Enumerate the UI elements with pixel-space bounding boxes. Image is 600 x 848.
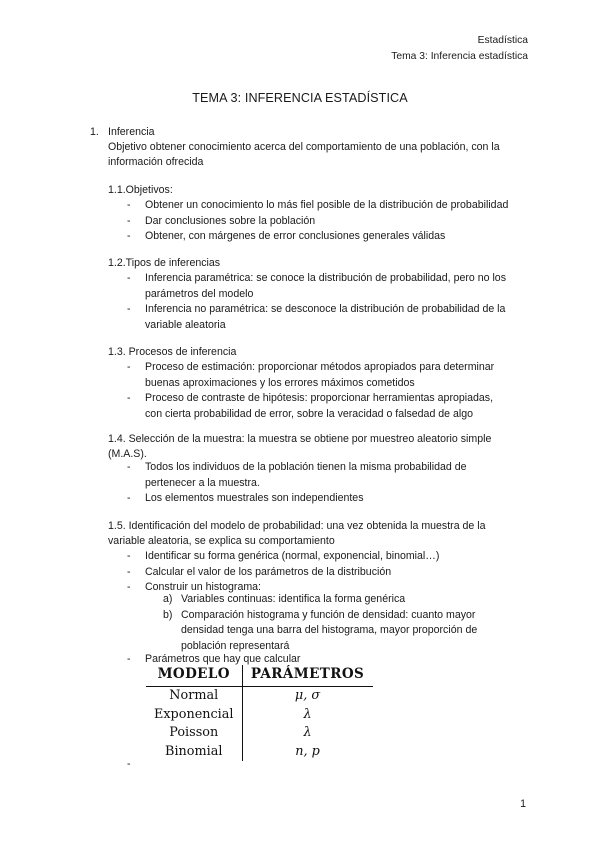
- list-item: [127, 271, 506, 302]
- sublist-item-line: Variables continuas: identifica la forma genérica: [181, 593, 406, 605]
- list-item-line: - Inferencia no paramétrica: se desconoce la distribución de probabilidad de la: [145, 303, 506, 316]
- table-cell-model: Exponencial: [146, 705, 242, 724]
- sample-selection-list: [127, 460, 467, 507]
- parameters-table-wrap: [146, 665, 373, 761]
- subsection-1-4-heading-line1: 1.4. Selección de la muestra: la muestra se obtiene por muestreo aleatorio simple: [108, 433, 492, 445]
- subsection-1-2-heading: 1.2.Tipos de inferencias: [108, 257, 221, 269]
- table-row: [146, 724, 373, 743]
- inference-types-list: [127, 271, 506, 334]
- sublist-item-line: Comparación histograma y función de densidad: cuanto mayor: [181, 608, 476, 621]
- inference-processes-list: [127, 360, 494, 423]
- model-identification-list: [127, 549, 439, 596]
- table-header-model: MODELO: [146, 665, 242, 686]
- sublist-item-line: densidad tenga una barra del histograma, mayor proporción de: [181, 624, 478, 637]
- table-cell-parameters: n, p: [295, 743, 320, 759]
- table-row: [146, 686, 373, 705]
- list-item: [127, 460, 467, 491]
- table-row: [146, 742, 373, 761]
- list-item-line: parámetros del modelo: [145, 287, 254, 300]
- objectives-list: [127, 198, 508, 245]
- section-1-objective-line2: información ofrecida: [108, 156, 204, 168]
- list-item-line: - Todos los individuos de la población tienen la misma probabilidad de: [145, 461, 467, 473]
- list-item: - Dar conclusiones sobre la población: [127, 214, 508, 230]
- section-1-objective-line1: Objetivo obtener conocimiento acerca del comportamiento de una población, con la: [108, 141, 500, 153]
- table-header-parameters: PARÁMETROS: [242, 665, 373, 686]
- table-row: [146, 705, 373, 724]
- header-topic: Tema 3: Inferencia estadística: [391, 50, 528, 62]
- sublist-marker: a): [163, 593, 173, 605]
- list-item-line: pertenecer a la muestra.: [145, 476, 260, 489]
- list-item-line: buenas aproximaciones y los errores máximos cometidos: [145, 376, 415, 389]
- list-item: - Identificar su forma genérica (normal, exponencial, binomial…): [127, 549, 439, 565]
- sublist-item: [163, 592, 477, 608]
- sublist-item-line: población representará: [181, 640, 290, 653]
- subsection-1-4-heading-line2: (M.A.S).: [108, 448, 147, 460]
- sublist-marker: b): [163, 608, 173, 621]
- list-item: - Calcular el valor de los parámetros de la distribución: [127, 565, 439, 581]
- page-number: 1: [520, 798, 526, 810]
- subsection-1-5-heading-line2: variable aleatoria, se explica su comportamiento: [108, 535, 335, 547]
- list-item: - Parámetros que hay que calcular: [127, 652, 300, 668]
- list-item: [127, 491, 467, 507]
- table-cell-model: Normal: [146, 686, 242, 705]
- table-cell-parameters: λ: [303, 725, 312, 741]
- page-header: [391, 33, 528, 64]
- list-item: [127, 391, 494, 422]
- section-1-number: 1.: [90, 126, 99, 138]
- subsection-1-5-heading-line1: 1.5. Identificación del modelo de probabilidad: una vez obtenida la muestra de la: [108, 520, 486, 532]
- sublist-item: [163, 608, 477, 655]
- list-item: [127, 302, 506, 333]
- list-item: - Obtener, con márgenes de error conclusiones generales válidas: [127, 229, 508, 245]
- list-item-line: variable aleatoria: [145, 319, 226, 332]
- table-cell-parameters: λ: [303, 706, 312, 722]
- histogram-sublist: [163, 592, 477, 655]
- list-item: [127, 360, 494, 391]
- list-item: - Construir un histograma:: [127, 580, 439, 596]
- list-item-line: - Los elementos muestrales son independientes: [145, 492, 364, 505]
- table-cell-model: Poisson: [146, 724, 242, 743]
- table-header-row: [146, 665, 373, 686]
- subsection-1-3-heading: 1.3. Procesos de inferencia: [108, 346, 237, 358]
- list-item-line: - Proceso de estimación: proporcionar métodos apropiados para determinar: [145, 361, 495, 373]
- parameters-table: [146, 665, 373, 761]
- header-subject: Estadística: [477, 35, 528, 46]
- list-item-line: - Proceso de contraste de hipótesis: proporcionar herramientas apropiadas,: [145, 392, 494, 405]
- subsection-1-1-heading: 1.1.Objetivos:: [108, 184, 173, 196]
- table-cell-parameters: μ, σ: [294, 688, 321, 704]
- section-1-heading: Inferencia: [108, 126, 155, 138]
- table-cell-model: Binomial: [146, 742, 242, 761]
- document-title: TEMA 3: INFERENCIA ESTADÍSTICA: [192, 91, 408, 105]
- list-item-line: - Inferencia paramétrica: se conoce la distribución de probabilidad, pero no los: [145, 272, 506, 284]
- list-item-line: con cierta probabilidad de error, sobre la veracidad o falsedad de algo: [145, 408, 474, 421]
- list-item: - Obtener un conocimiento lo más fiel posible de la distribución de probabilidad: [127, 198, 508, 214]
